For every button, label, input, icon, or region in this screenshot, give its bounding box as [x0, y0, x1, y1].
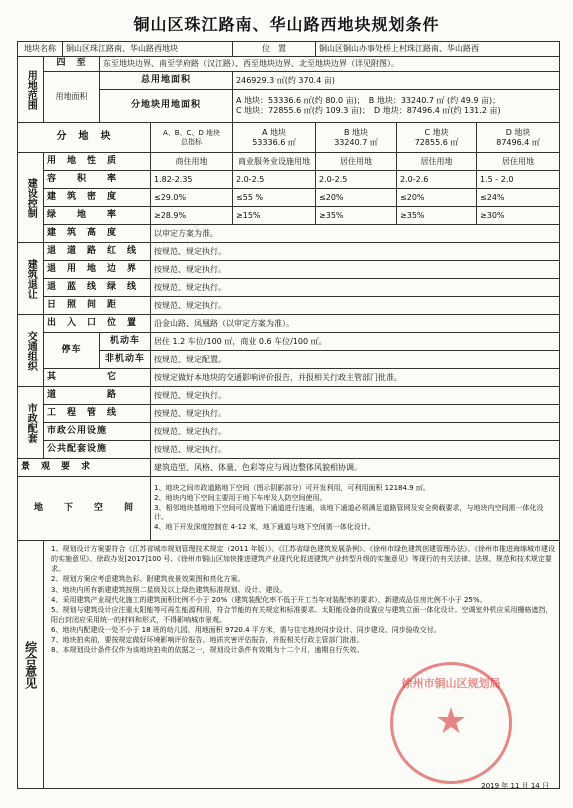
setback-label-2: 退 用 地 边 界 [44, 261, 151, 279]
setback-value-1: 按规范、规定执行。 [151, 243, 560, 261]
municipal-value-4: 按规范、规定执行。 [151, 441, 560, 459]
landscape-row [18, 459, 560, 477]
underground-item: 1、地块之间市政道路地下空间（图示阴影部分）可开发利用，可利用面积 12184.9 ㎡。 [154, 484, 430, 492]
seal-text: 徐州市铜山区规划局 [401, 677, 501, 690]
underground-value [151, 477, 560, 541]
underground-item: 3、相邻地块基地地下空间可设置地下通道进行连通，该地下通道必须满足道路管网及安全荷载要求，与地块内空间需一体化设计。 [154, 503, 544, 522]
municipal-row-2 [18, 405, 560, 423]
municipal-row-1 [18, 387, 560, 405]
height-label: 建 筑 高 度 [44, 225, 151, 243]
green-c: ≥35% [397, 207, 477, 225]
green-total: ≥28.9% [151, 207, 233, 225]
area-label: 用地面积 [44, 72, 100, 123]
setback-value-4: 按规范、规定执行。 [151, 297, 560, 315]
municipal-label-4: 公共配套设施 [44, 441, 151, 459]
far-c: 2.0-2.6 [397, 171, 477, 189]
far-total: 1.82-2.35 [151, 171, 233, 189]
parcel-b-header: B 地块 33240.7 ㎡ [316, 123, 397, 153]
density-total: ≤29.0% [151, 189, 233, 207]
green-row [18, 207, 560, 225]
municipal-value-2: 按规范、规定执行。 [151, 405, 560, 423]
land-nature-row [18, 153, 560, 171]
land-nature-label: 用 地 性 质 [44, 153, 151, 171]
far-label: 容 积 率 [44, 171, 151, 189]
municipal-value-1: 按规范、规定执行。 [151, 387, 560, 405]
nonmotor-label: 非机动车 [100, 351, 151, 369]
land-nature-total: 商住用地 [151, 153, 233, 171]
land-use-section-label: 用地范围 [18, 57, 44, 123]
green-label: 绿 地 率 [44, 207, 151, 225]
municipal-row-4 [18, 441, 560, 459]
seal-star-icon: ★ [434, 701, 468, 742]
parcel-name-value: 铜山区珠江路南、华山路西地块 [63, 42, 233, 57]
setback-row-2 [18, 261, 560, 279]
opinion-item: 3、地块内所有新建建筑按照二星级及以上绿色建筑标准规划、设计、建设。 [51, 585, 287, 594]
opinion-item: 2、规划方案应考虑建筑色彩、附建筑夜景效果图和亮化方案。 [51, 575, 245, 584]
entrance-label: 出 入 口 位 置 [44, 315, 151, 333]
nonmotor-value: 按规范、规定配置。 [151, 351, 560, 369]
municipal-section-label: 市政配套 [18, 387, 44, 459]
boundary-label: 四 至 [44, 57, 100, 72]
setback-row-1 [18, 243, 560, 261]
density-row [18, 189, 560, 207]
construction-section-label: 建设控制 [18, 153, 44, 243]
municipal-label-3: 市政公用设施 [44, 423, 151, 441]
parcel-header-row [18, 123, 560, 153]
underground-item: 4、地下开发深度控制在 4-12 米，地下通道与地下空间需一体化设计。 [154, 523, 375, 532]
entrance-row [18, 315, 560, 333]
parcels-label: 分 地 块 [18, 123, 151, 153]
municipal-label-2: 工 程 管 线 [44, 405, 151, 423]
split-area-line-2: C 地块：72855.6 ㎡(约 109.3 亩)； D 地块：87496.4 ㎡(约 131.2 亩) [236, 106, 501, 115]
parcel-name-row [18, 42, 560, 57]
parcel-d-header: D 地块 87496.4 ㎡ [477, 123, 560, 153]
split-area-line-1: A 地块：53336.6 ㎡(约 80.0 亩)； B 地块：33240.7 ㎡ (约 49.9 亩)； [236, 96, 501, 105]
opinion-item: 8、本规划设计条件仅作为该地块拍卖的依据之一，规划设计条件有效期为十二个月，逾期自行失效。 [51, 646, 364, 655]
setback-label-4: 日 照 间 距 [44, 297, 151, 315]
parcel-a-header: A 地块 53336.6 ㎡ [233, 123, 316, 153]
opinion-item: 5、规划与建筑设计应注重太阳能等可再生能源利用，符合节能的有关规定和标准要求。太阳能设备的设置应与建筑立面一体化设计。空调室外机应采用栅格遮挡，阳台封闭应采用统一的材料和形式，不得影响城市景观。 [51, 605, 553, 624]
motor-label: 机动车 [100, 333, 151, 351]
parking-label: 停车 [44, 333, 100, 369]
boundary-value: 东至地块边界、南至学府路（汉江路）、西至地块边界、北至地块边界（详见附图）。 [100, 57, 560, 72]
parcel-c-header: C 地块 72855.6 ㎡ [397, 123, 477, 153]
total-area-label: 总用地面积 [100, 72, 233, 90]
traffic-section-label: 交通组织 [18, 315, 44, 387]
issue-date: 2019 年 11 月 14 日 [481, 782, 549, 790]
setback-label-3: 退 蓝 线 绿 线 [44, 279, 151, 297]
location-label: 位 置 [233, 42, 316, 57]
municipal-row-3 [18, 423, 560, 441]
setback-row-3 [18, 279, 560, 297]
split-area-label: 分地块用地面积 [100, 90, 233, 123]
boundary-row [18, 57, 560, 72]
green-b: ≥35% [316, 207, 397, 225]
land-nature-a: 商业服务业设施用地 [233, 153, 316, 171]
far-d: 1.5 - 2.0 [477, 171, 560, 189]
underground-label: 地 下 空 间 [18, 477, 151, 541]
traffic-other-label: 其 它 [44, 369, 151, 387]
traffic-other-row [18, 369, 560, 387]
far-a: 2.0-2.5 [233, 171, 316, 189]
land-nature-c: 居住用地 [397, 153, 477, 171]
municipal-value-3: 按规范、规定执行。 [151, 423, 560, 441]
page-title: 铜山区珠江路南、华山路西地块规划条件 [133, 15, 440, 34]
height-value: 以审定方案为准。 [151, 225, 560, 243]
entrance-value: 沿金山路、凤凰路（以审定方案为准）。 [151, 315, 560, 333]
municipal-label-1: 道 路 [44, 387, 151, 405]
opinions-section-label: 综合意见 [18, 541, 44, 789]
opinion-item: 6、地块内配建设一处不小于 18 班的幼儿园，用地面积 9720.4 平方米，需与住宅地块同步设计、同步建设、同步验收交付。 [51, 626, 441, 635]
far-b: 2.0-2.5 [316, 171, 397, 189]
parcels-summary-cell: A、B、C、D 地块 总指标 [151, 123, 233, 153]
total-area-value: 246929.3 ㎡(约 370.4 亩) [233, 72, 560, 90]
motor-value: 居住 1.2 车位/100 ㎡，商业 0.6 车位/100 ㎡。 [151, 333, 560, 351]
green-d: ≥30% [477, 207, 560, 225]
density-a: ≤55 % [233, 189, 316, 207]
setback-value-2: 按规范、规定执行。 [151, 261, 560, 279]
opinion-item: 7、地块拍卖前，要按规定做好环境影响评价报告、地质灾害评估报告，并报相关行政主管部门批准。 [51, 636, 364, 645]
opinion-item: 4、采用建筑产业现代化施工的建筑面积比例不小于 20%（建筑装配化率不低于开工当年对装配率的要求），新建成品住房比例不小于 25%。 [51, 595, 487, 604]
official-seal [390, 662, 512, 784]
total-area-row [18, 72, 560, 90]
underground-item: 2、地块内地下空间主要用于地下车库及人防空间使用。 [154, 493, 327, 502]
far-row [18, 171, 560, 189]
opinion-item: 1、规划设计方案要符合《江苏省城市规划管理技术规定（2011 年版）》、《江苏省绿色建筑发展条例》、《徐州市绿色建筑创建管理办法》、《徐州市推进海绵城市建设的实施意见》、徐政办发[2017]100 号、《徐州市铜山区加快推进建筑产业现代化促进建筑产业转型升级的实施意见》等现行的有关法律、法规、规范和技术规定要求。 [51, 545, 555, 574]
density-label: 建 筑 密 度 [44, 189, 151, 207]
location-value: 铜山区铜山办事处桥上村珠江路南、华山路西 [316, 42, 560, 57]
traffic-other-value: 按规定做好本地块的交通影响评价报告，并报相关行政主管部门批准。 [151, 369, 560, 387]
setback-value-3: 按规范、规定执行。 [151, 279, 560, 297]
setback-row-4 [18, 297, 560, 315]
setback-section-label: 建筑退让 [18, 243, 44, 315]
parcel-name-label: 地块名称 [18, 42, 63, 57]
underground-row [18, 477, 560, 541]
density-b: ≤20% [316, 189, 397, 207]
land-nature-d: 居住用地 [477, 153, 560, 171]
landscape-label: 景 观 要 求 [18, 459, 151, 477]
land-nature-b: 居住用地 [316, 153, 397, 171]
landscape-value: 建筑造型、风格、体量、色彩等应与周边整体风貌相协调。 [151, 459, 560, 477]
density-d: ≤24% [477, 189, 560, 207]
height-row [18, 225, 560, 243]
green-a: ≥15% [233, 207, 316, 225]
setback-label-1: 退 道 路 红 线 [44, 243, 151, 261]
split-area-value [233, 90, 560, 123]
motor-parking-row [18, 333, 560, 351]
density-c: ≤20% [397, 189, 477, 207]
nonmotor-parking-row [18, 351, 560, 369]
split-area-row [18, 90, 560, 123]
